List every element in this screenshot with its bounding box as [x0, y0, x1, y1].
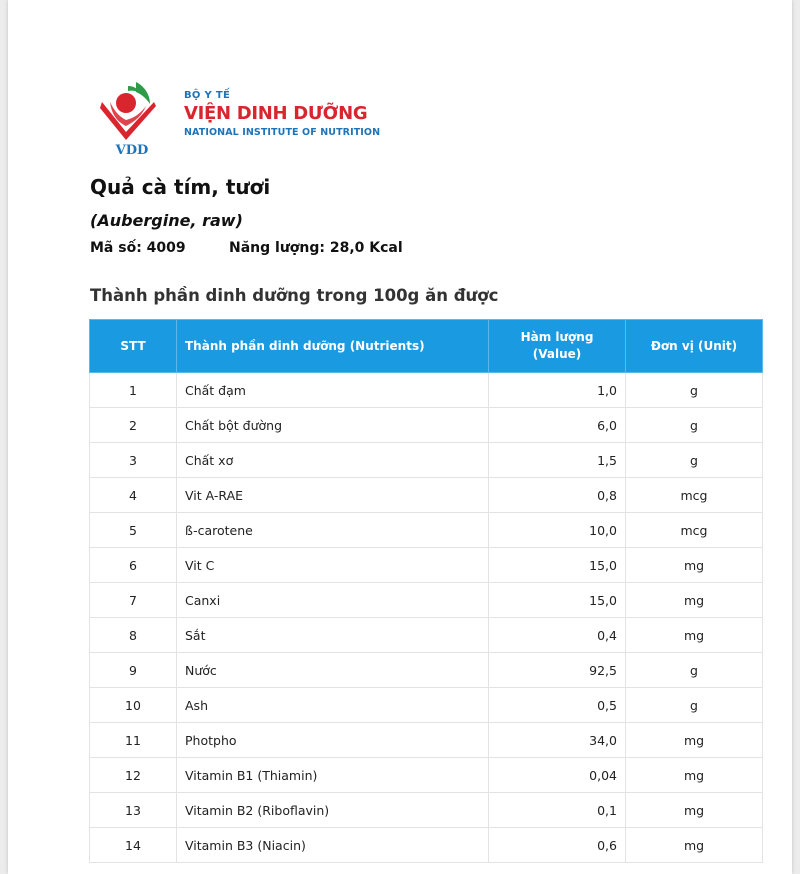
table-row: [90, 758, 763, 793]
cell-nutrient: Sắt: [177, 618, 489, 653]
table-row: [90, 443, 763, 478]
cell-stt: 9: [90, 653, 177, 688]
cell-nutrient: Chất đạm: [177, 373, 489, 408]
cell-value: 0,4: [489, 618, 626, 653]
cell-value: 92,5: [489, 653, 626, 688]
cell-nutrient: Ash: [177, 688, 489, 723]
table-row: [90, 688, 763, 723]
cell-nutrient: Chất xơ: [177, 443, 489, 478]
cell-nutrient: Vitamin B1 (Thiamin): [177, 758, 489, 793]
cell-unit: g: [626, 373, 763, 408]
cell-stt: 14: [90, 828, 177, 863]
cell-value: 0,1: [489, 793, 626, 828]
cell-nutrient: Canxi: [177, 583, 489, 618]
cell-stt: 7: [90, 583, 177, 618]
cell-value: 34,0: [489, 723, 626, 758]
cell-unit: mg: [626, 583, 763, 618]
cell-nutrient: Vit A-RAE: [177, 478, 489, 513]
food-title: Quả cà tím, tươi: [90, 175, 271, 199]
table-header-row: [90, 320, 763, 373]
table-row: [90, 478, 763, 513]
cell-stt: 6: [90, 548, 177, 583]
cell-unit: g: [626, 653, 763, 688]
cell-stt: 11: [90, 723, 177, 758]
cell-unit: mcg: [626, 478, 763, 513]
food-energy: Năng lượng: 28,0 Kcal: [229, 240, 403, 256]
table-row: [90, 548, 763, 583]
table-row: [90, 828, 763, 863]
cell-stt: 12: [90, 758, 177, 793]
cell-stt: 3: [90, 443, 177, 478]
document-page: [8, 0, 792, 874]
cell-stt: 4: [90, 478, 177, 513]
cell-nutrient: Vit C: [177, 548, 489, 583]
food-meta: [90, 240, 403, 256]
cell-stt: 13: [90, 793, 177, 828]
header-value: [489, 320, 626, 373]
cell-unit: mg: [626, 758, 763, 793]
header-nutrient: Thành phần dinh dưỡng (Nutrients): [177, 320, 489, 373]
header-unit: Đơn vị (Unit): [626, 320, 763, 373]
food-subtitle: (Aubergine, raw): [90, 211, 243, 230]
table-row: [90, 723, 763, 758]
cell-value: 15,0: [489, 583, 626, 618]
vdd-logo-icon: [96, 76, 168, 156]
header-value-line2: (Value): [532, 347, 582, 361]
cell-value: 0,04: [489, 758, 626, 793]
cell-nutrient: Photpho: [177, 723, 489, 758]
cell-nutrient: Vitamin B2 (Riboflavin): [177, 793, 489, 828]
cell-unit: mg: [626, 723, 763, 758]
table-row: [90, 653, 763, 688]
header-value-line1: Hàm lượng: [520, 330, 594, 344]
nutrient-table: [89, 319, 763, 863]
logo-text-block: [184, 90, 380, 138]
cell-unit: g: [626, 443, 763, 478]
cell-nutrient: Nước: [177, 653, 489, 688]
logo-ministry: BỘ Y TẾ: [184, 90, 231, 101]
cell-unit: g: [626, 688, 763, 723]
cell-value: 0,5: [489, 688, 626, 723]
cell-value: 1,5: [489, 443, 626, 478]
cell-unit: mcg: [626, 513, 763, 548]
food-code: Mã số: 4009: [90, 240, 186, 256]
cell-nutrient: Chất bột đường: [177, 408, 489, 443]
cell-value: 0,6: [489, 828, 626, 863]
cell-stt: 1: [90, 373, 177, 408]
cell-unit: mg: [626, 548, 763, 583]
cell-stt: 2: [90, 408, 177, 443]
cell-nutrient: ß-carotene: [177, 513, 489, 548]
cell-unit: mg: [626, 793, 763, 828]
cell-unit: g: [626, 408, 763, 443]
table-row: [90, 373, 763, 408]
cell-stt: 5: [90, 513, 177, 548]
logo-abbr: VDD: [115, 143, 149, 156]
cell-stt: 10: [90, 688, 177, 723]
cell-unit: mg: [626, 618, 763, 653]
cell-stt: 8: [90, 618, 177, 653]
logo-english-name: NATIONAL INSTITUTE OF NUTRITION: [184, 127, 381, 138]
cell-value: 1,0: [489, 373, 626, 408]
cell-nutrient: Vitamin B3 (Niacin): [177, 828, 489, 863]
table-row: [90, 408, 763, 443]
cell-value: 15,0: [489, 548, 626, 583]
table-row: [90, 618, 763, 653]
table-row: [90, 583, 763, 618]
logo-institute-name: VIỆN DINH DƯỠNG: [184, 103, 368, 124]
header-stt: STT: [90, 320, 177, 373]
cell-value: 10,0: [489, 513, 626, 548]
cell-value: 6,0: [489, 408, 626, 443]
cell-value: 0,8: [489, 478, 626, 513]
table-row: [90, 513, 763, 548]
table-row: [90, 793, 763, 828]
institute-logo: [96, 76, 396, 160]
cell-unit: mg: [626, 828, 763, 863]
section-title: Thành phần dinh dưỡng trong 100g ăn được: [90, 286, 499, 305]
